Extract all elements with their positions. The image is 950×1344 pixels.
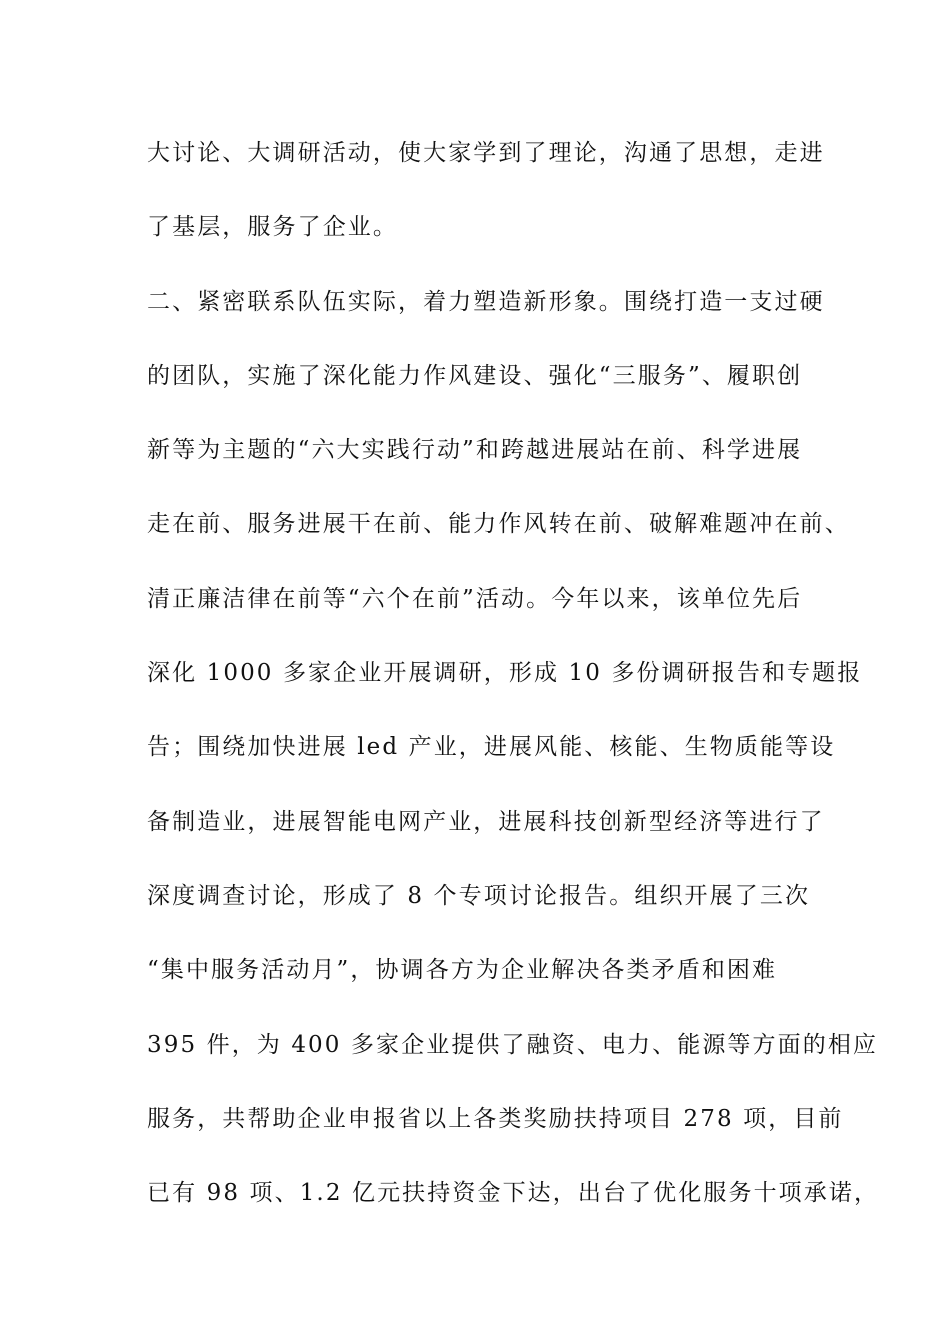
text-line: 新等为主题的“六大实践行动”和跨越进展站在前、科学进展 (147, 437, 803, 464)
body-text (147, 127, 880, 1241)
text-line: 二、紧密联系队伍实际，着力塑造新形象。围绕打造一支过硬 (147, 288, 825, 315)
text-line: 服务，共帮助企业申报省以上各类奖励扶持项目 278 项，目前 (147, 1105, 844, 1132)
text-line: 的团队，实施了深化能力作风建设、强化“三服务”、履职创 (147, 362, 803, 389)
text-line: 了基层，服务了企业。 (147, 214, 398, 241)
text-line: 清正廉洁律在前等“六个在前”活动。今年以来，该单位先后 (147, 585, 803, 612)
text-line: “集中服务活动月”，协调各方为企业解决各类矛盾和困难 (147, 957, 778, 984)
text-line: 备制造业，进展智能电网产业，进展科技创新型经济等进行了 (147, 808, 825, 835)
text-line: 告；围绕加快进展 led 产业，进展风能、核能、生物质能等设 (147, 734, 836, 761)
text-line: 深度调查讨论，形成了 8 个专项讨论报告。组织开展了三次 (147, 882, 811, 909)
text-line: 395 件，为 400 多家企业提供了融资、电力、能源等方面的相应 (147, 1031, 879, 1058)
text-line: 深化 1000 多家企业开展调研，形成 10 多份调研报告和专题报 (147, 660, 863, 687)
text-line: 大讨论、大调研活动，使大家学到了理论，沟通了思想，走进 (147, 140, 825, 166)
text-line: 已有 98 项、1.2 亿元扶持资金下达，出台了优化服务十项承诺， (147, 1180, 880, 1207)
text-line: 走在前、服务进展干在前、能力作风转在前、破解难题冲在前、 (147, 511, 850, 538)
